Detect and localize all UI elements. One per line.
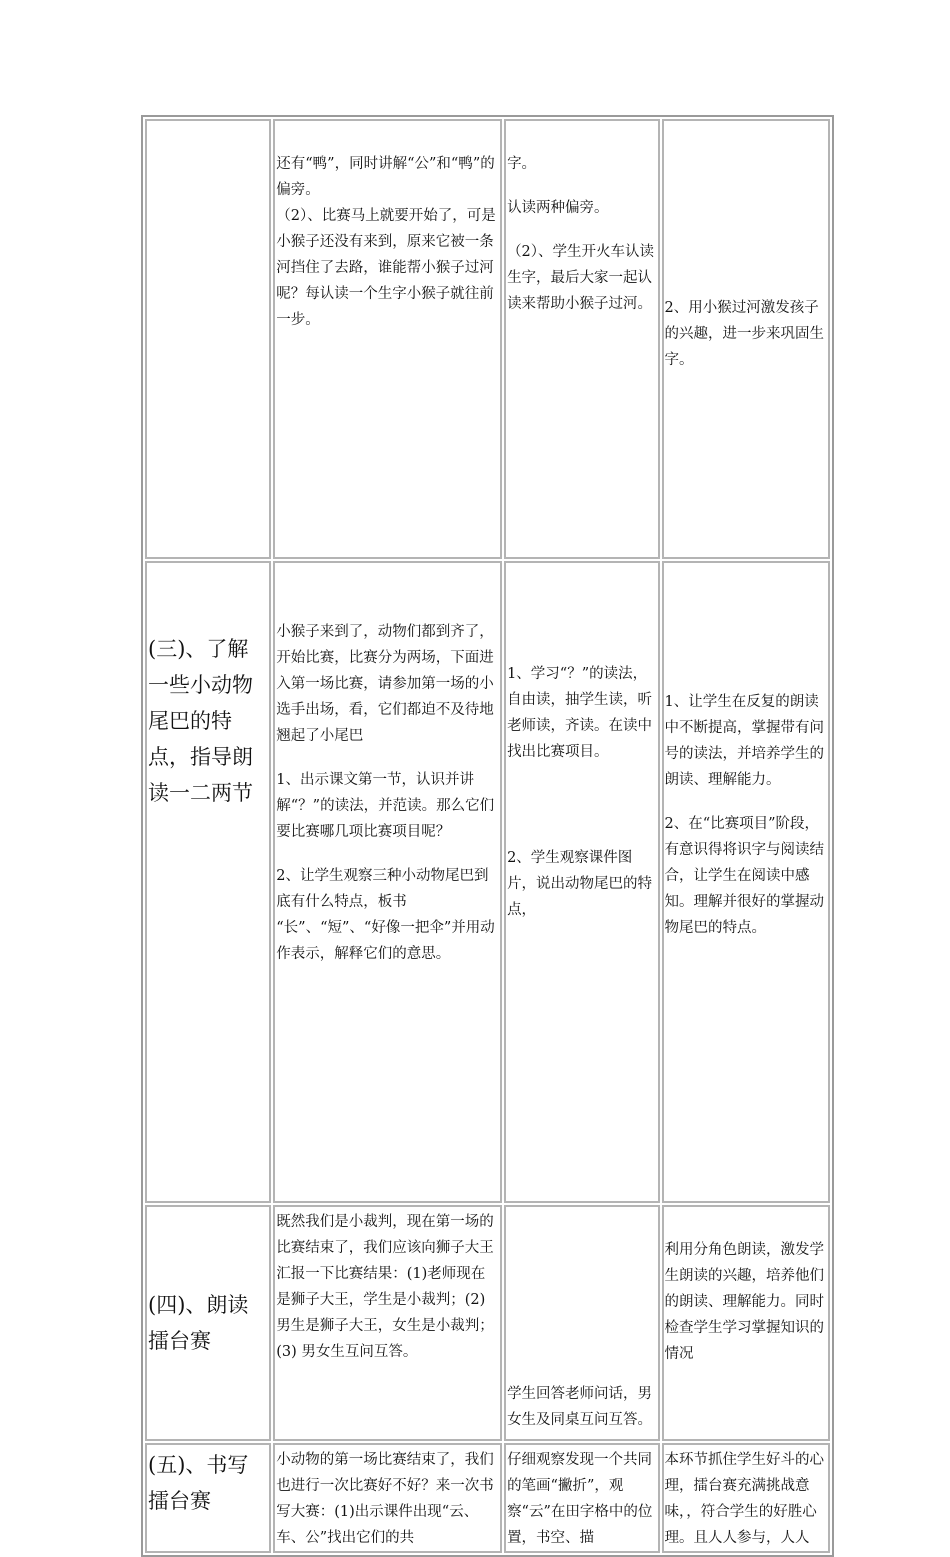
paragraph: 学生回答老师问话，男女生及同桌互问互答。 <box>507 1386 653 1428</box>
student-activity-cell <box>504 1443 659 1553</box>
paragraph: 1、学习“？”的读法，自由读，抽学生读，听老师读，齐读。在读中找出比赛项目。 <box>507 666 653 760</box>
table-row <box>145 119 830 559</box>
paragraph: （2）、学生开火车认读生字，最后大家一起认读来帮助小猴子过河。 <box>507 244 655 312</box>
stage-cell <box>145 119 271 559</box>
teacher-activity-cell <box>273 1205 502 1441</box>
paragraph: 字。 <box>507 156 537 172</box>
teacher-activity-cell <box>273 561 502 1203</box>
paragraph: 1、出示课文第一节，认识并讲解“？”的读法，并范读。那么它们要比赛哪几项比赛项目呢？ <box>276 772 495 840</box>
student-activity-cell <box>504 561 659 1203</box>
lesson-plan-table <box>141 115 834 1557</box>
paragraph: 本环节抓住学生好斗的心理，擂台赛充满挑战意味，，符合学生的好胜心理。且人人参与，人人 <box>664 1452 824 1546</box>
paragraph: 小猴子来到了，动物们都到齐了，开始比赛，比赛分为两场，下面进入第一场比赛，请参加第一场的小选手出场，看，它们都迫不及待地翘起了小尾巴 <box>276 624 494 744</box>
design-intent-cell <box>662 1205 831 1441</box>
design-intent-cell <box>662 561 831 1203</box>
teacher-activity-cell <box>273 119 502 559</box>
paragraph: 既然我们是小裁判，现在第一场的比赛结束了，我们应该向狮子大王汇报一下比赛结果：(1)老师现在是狮子大王，学生是小裁判；(2)男生是狮子大王，女生是小裁判； (3) 男女生互问互答。 <box>276 1214 494 1360</box>
table-row <box>145 1205 830 1441</box>
paragraph: 利用分角色朗读，激发学生朗读的兴趣，培养他们的朗读、理解能力。同时检查学生学习掌握知识的情况 <box>664 1242 824 1362</box>
stage-cell: (五)、书写擂台赛 <box>145 1443 271 1553</box>
table-row <box>145 561 830 1203</box>
paragraph: （2）、比赛马上就要开始了，可是小猴子还没有来到，原来它被一条河挡住了去路，谁能帮小猴子过河呢？每认读一个生字小猴子就往前一步。 <box>276 208 496 328</box>
paragraph: 小动物的第一场比赛结束了，我们也进行一次比赛好不好？来一次书写大赛：(1)出示课件出现“云、车、公”找出它们的共 <box>276 1452 494 1546</box>
paragraph: 2、让学生观察三种小动物尾巴到底有什么特点，板书 “长”、“短”、“好像一把伞”并用动作表示，解释它们的意思。 <box>276 868 495 962</box>
stage-cell: (三)、了解一些小动物尾巴的特点，指导朗读一二两节 <box>145 561 271 1203</box>
paragraph: 还有“鸭”，同时讲解“公”和“鸭”的偏旁。 <box>276 156 495 198</box>
paragraph: 2、在“比赛项目”阶段，有意识得将识字与阅读结合，让学生在阅读中感知。理解并很好的掌握动物尾巴的特点。 <box>664 816 824 936</box>
paragraph: 1、让学生在反复的朗读中不断提高，掌握带有问号的读法，并培养学生的朗读、理解能力。 <box>664 694 824 788</box>
paragraph: 认读两种偏旁。 <box>507 200 609 216</box>
table-row <box>145 1443 830 1553</box>
teacher-activity-cell <box>273 1443 502 1553</box>
student-activity-cell <box>504 119 659 559</box>
paragraph: 2、用小猴过河激发孩子的兴趣，进一步来巩固生字。 <box>664 300 824 368</box>
design-intent-cell <box>662 119 831 559</box>
stage-cell: (四)、朗读擂台赛 <box>145 1205 271 1441</box>
design-intent-cell <box>662 1443 831 1553</box>
student-activity-cell <box>504 1205 659 1441</box>
paragraph: 仔细观察发现一个共同的笔画“撇折”，观察“云”在田字格中的位置，书空、描 <box>507 1452 653 1546</box>
paragraph: 2、学生观察课件图片，说出动物尾巴的特点， <box>507 850 653 918</box>
